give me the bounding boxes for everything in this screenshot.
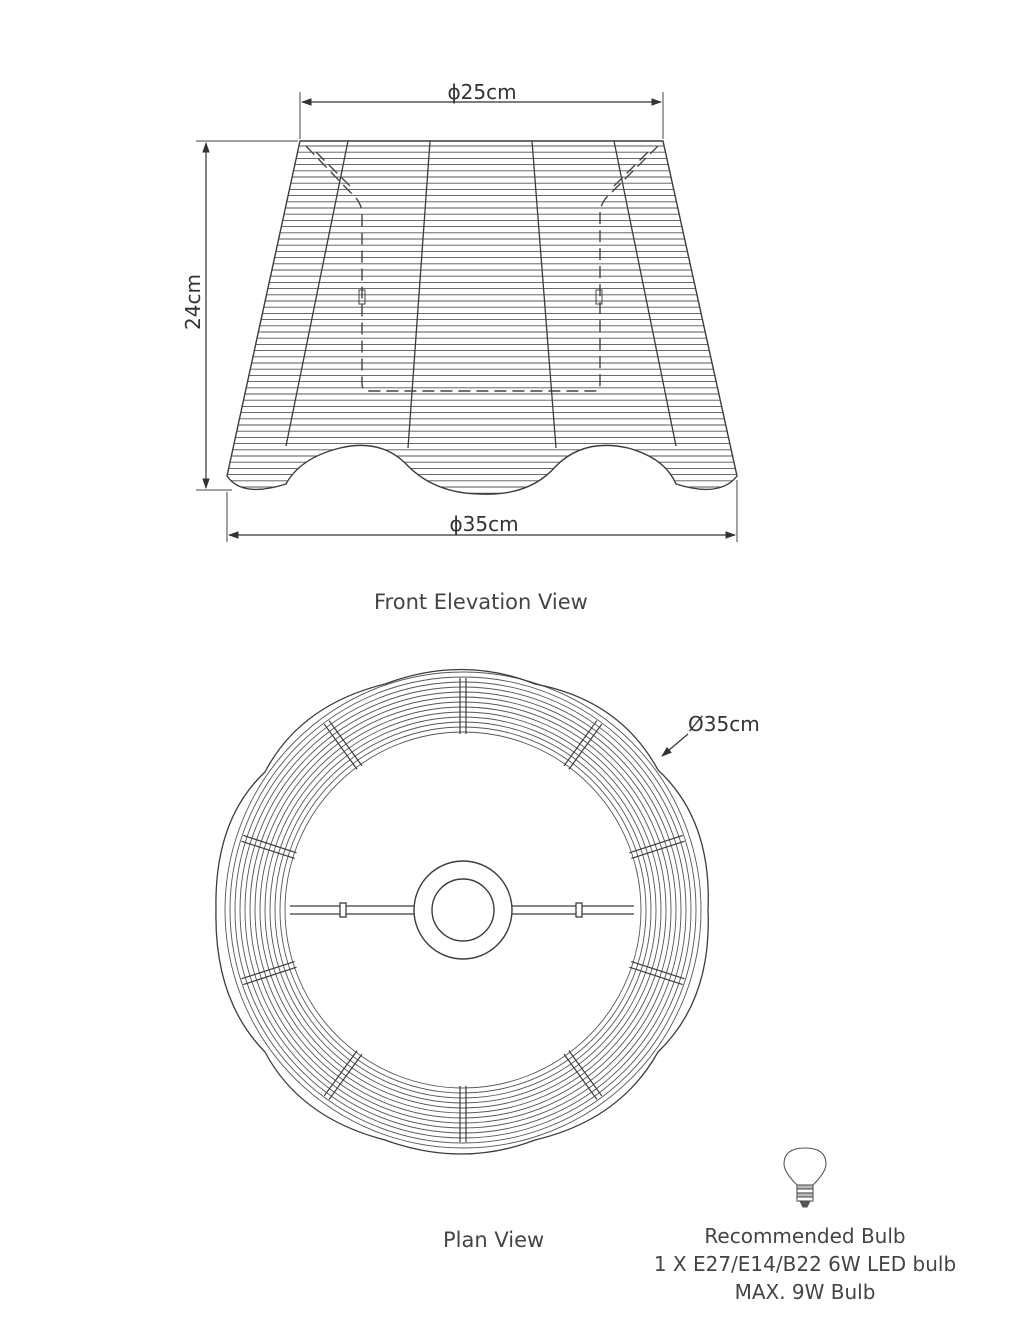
front-elevation-view [181, 80, 760, 542]
top-diameter-label: ϕ25cm [447, 80, 517, 104]
front-elevation-caption: Front Elevation View [374, 590, 588, 614]
plan-view-caption: Plan View [443, 1228, 545, 1252]
bulb-max: MAX. 9W Bulb [734, 1280, 876, 1304]
rib-line [324, 724, 357, 769]
plan-diameter-label: Ø35cm [688, 712, 760, 736]
bulb-recommendation [640, 1222, 970, 1306]
bottom-diameter-label: ϕ35cm [449, 512, 519, 536]
plan-view [216, 670, 760, 1155]
bottom-diameter-dimension [227, 480, 737, 542]
rib-line [569, 1051, 602, 1096]
height-label: 24cm [181, 274, 205, 330]
rib-line [324, 1051, 357, 1096]
rib-line [569, 724, 602, 769]
lampshade-front [200, 141, 760, 494]
light-bulb-icon [784, 1148, 826, 1207]
top-diameter-dimension [300, 80, 663, 139]
bulb-title: Recommended Bulb [704, 1224, 906, 1248]
lamp-holder-ring-inner [432, 879, 494, 941]
bulb-spec: 1 X E27/E14/B22 6W LED bulb [653, 1252, 957, 1276]
plan-diameter-dimension [662, 712, 760, 756]
